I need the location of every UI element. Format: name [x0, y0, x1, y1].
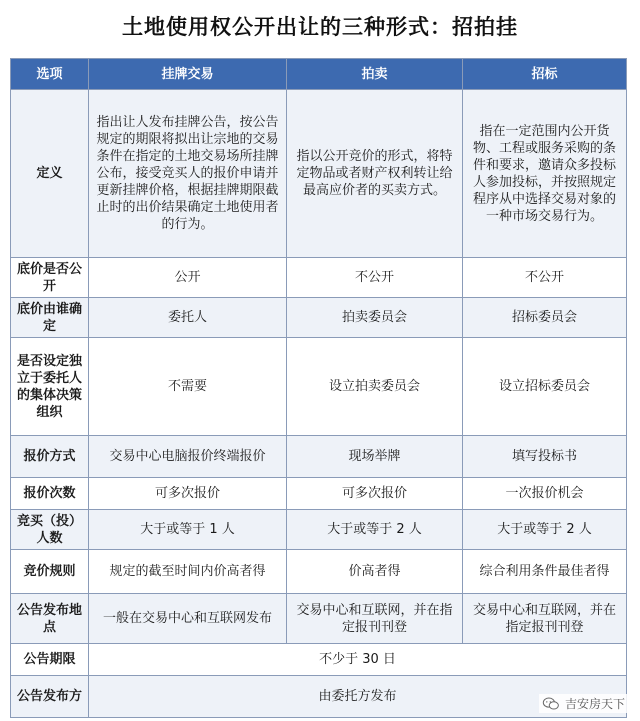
wechat-icon — [542, 697, 560, 711]
table-row-notice-location — [11, 594, 627, 644]
row-label: 竞价规则 — [11, 550, 89, 594]
cell-auction: 价高者得 — [287, 550, 463, 594]
cell-listing: 公开 — [89, 258, 287, 298]
row-label: 报价方式 — [11, 436, 89, 478]
row-label: 报价次数 — [11, 478, 89, 510]
table-header-row — [11, 59, 627, 90]
cell-auction: 交易中心和互联网，并在指定报刊刊登 — [287, 594, 463, 644]
cell-auction: 大于或等于 2 人 — [287, 510, 463, 550]
table-row-definition — [11, 90, 627, 258]
cell-auction: 现场举牌 — [287, 436, 463, 478]
cell-tender: 填写投标书 — [463, 436, 627, 478]
merged-cell: 由委托方发布 — [89, 676, 627, 718]
page-title: 土地使用权公开出让的三种形式：招拍挂 — [122, 15, 518, 39]
table-row-bid-rule — [11, 550, 627, 594]
cell-listing: 一般在交易中心和互联网发布 — [89, 594, 287, 644]
table-row-decision-body — [11, 338, 627, 436]
table-row-reserve-public — [11, 258, 627, 298]
cell-tender: 交易中心和互联网，并在指定报刊刊登 — [463, 594, 627, 644]
row-label: 公告期限 — [11, 644, 89, 676]
cell-tender: 指在一定范围内公开货物、工程或服务采购的条件和要求，邀请众多投标人参加投标，并按照规定程序从中选择交易对象的一种市场交易行为。 — [463, 90, 627, 258]
table-row-bidder-count — [11, 510, 627, 550]
cell-listing: 委托人 — [89, 298, 287, 338]
cell-listing: 大于或等于 1 人 — [89, 510, 287, 550]
row-label: 是否设定独立于委托人的集体决策组织 — [11, 338, 89, 436]
header-tender: 招标 — [463, 59, 627, 90]
row-label: 竞买（投）人数 — [11, 510, 89, 550]
cell-listing: 指出让人发布挂牌公告，按公告规定的期限将拟出让宗地的交易条件在指定的土地交易场所挂牌公布，接受竞买人的报价申请并更新挂牌价格，根据挂牌期限截止时的出价结果确定土地使用者的行为。 — [89, 90, 287, 258]
cell-auction: 可多次报价 — [287, 478, 463, 510]
cell-listing: 交易中心电脑报价终端报价 — [89, 436, 287, 478]
cell-listing: 不需要 — [89, 338, 287, 436]
merged-cell: 不少于 30 日 — [89, 644, 627, 676]
cell-auction: 不公开 — [287, 258, 463, 298]
row-label: 公告发布方 — [11, 676, 89, 718]
comparison-table — [10, 58, 627, 718]
cell-listing: 规定的截至时间内价高者得 — [89, 550, 287, 594]
row-label: 底价是否公开 — [11, 258, 89, 298]
row-label: 定义 — [11, 90, 89, 258]
row-label: 底价由谁确定 — [11, 298, 89, 338]
cell-auction: 拍卖委员会 — [287, 298, 463, 338]
table-row-notice-publisher — [11, 676, 627, 718]
cell-tender: 综合利用条件最佳者得 — [463, 550, 627, 594]
cell-tender: 设立招标委员会 — [463, 338, 627, 436]
table-row-bid-count — [11, 478, 627, 510]
cell-listing: 可多次报价 — [89, 478, 287, 510]
table-row-reserve-setter — [11, 298, 627, 338]
cell-tender: 不公开 — [463, 258, 627, 298]
header-auction: 拍卖 — [287, 59, 463, 90]
row-label: 公告发布地点 — [11, 594, 89, 644]
cell-tender: 大于或等于 2 人 — [463, 510, 627, 550]
table-row-notice-period — [11, 644, 627, 676]
watermark — [539, 694, 628, 713]
header-option: 选项 — [11, 59, 89, 90]
cell-auction: 指以公开竞价的形式，将特定物品或者财产权利转让给最高应价者的买卖方式。 — [287, 90, 463, 258]
watermark-text: 吉安房天下 — [564, 697, 625, 711]
cell-tender: 一次报价机会 — [463, 478, 627, 510]
table-row-bid-method — [11, 436, 627, 478]
header-listing: 挂牌交易 — [89, 59, 287, 90]
cell-auction: 设立拍卖委员会 — [287, 338, 463, 436]
cell-tender: 招标委员会 — [463, 298, 627, 338]
